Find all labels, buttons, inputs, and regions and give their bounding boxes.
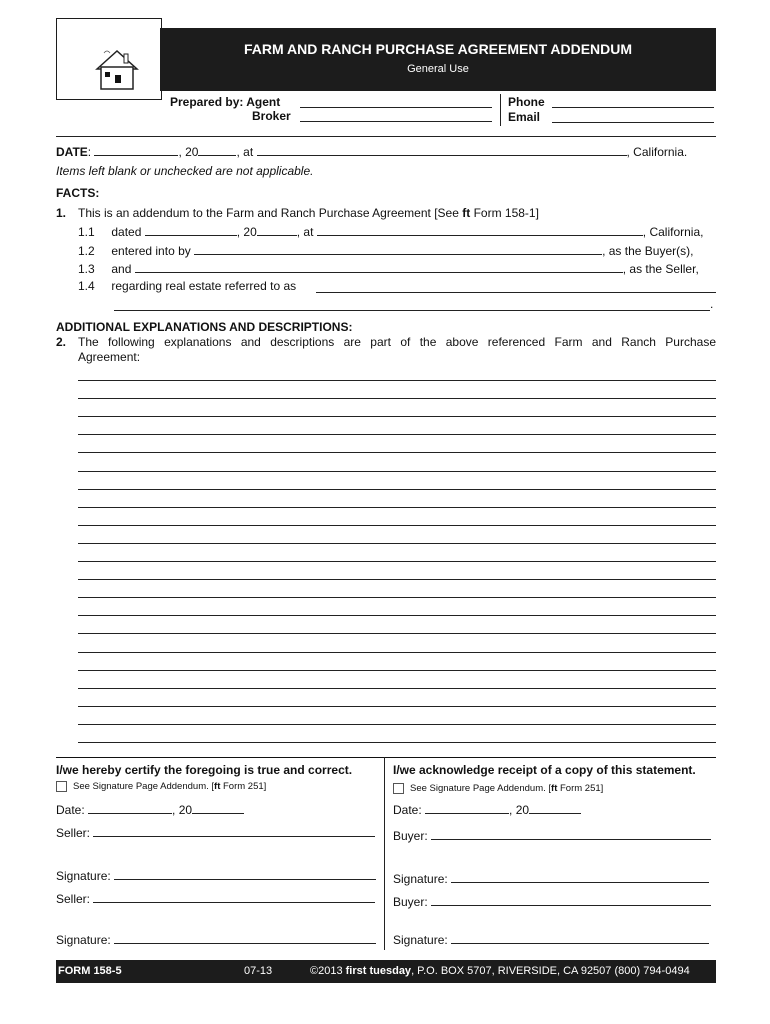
facts-heading: FACTS:	[56, 186, 100, 200]
broker-field[interactable]	[300, 121, 492, 122]
left-sign-heading: I/we hereby certify the foregoing is true and correct.	[56, 763, 353, 777]
buyer-1-signature-row: Signature:	[393, 871, 709, 886]
seller-2-field[interactable]	[93, 891, 375, 903]
seller-2-signature-field[interactable]	[114, 932, 376, 944]
phone-field[interactable]	[552, 107, 714, 108]
explanation-line[interactable]	[78, 398, 716, 399]
logo-box	[56, 18, 162, 100]
form-revision: 07-13	[244, 965, 273, 977]
left-year-field[interactable]	[192, 802, 244, 814]
additional-text-2: Agreement:	[78, 350, 141, 364]
right-sign-heading: I/we acknowledge receipt of a copy of this statement.	[393, 763, 696, 777]
dated-place-field[interactable]	[317, 224, 643, 236]
date-place-field[interactable]	[257, 144, 627, 156]
seller-1-signature-field[interactable]	[114, 868, 376, 880]
date-line: DATE: , 20 , at , California.	[56, 145, 688, 159]
header-bar	[160, 28, 716, 91]
left-checkbox-row: See Signature Page Addendum. [ft Form 251]	[56, 781, 266, 792]
facts-intro: This is an addendum to the Farm and Ranch Purchase Agreement [See ft Form 158-1]	[78, 206, 539, 220]
right-signature-page-checkbox[interactable]	[393, 783, 404, 794]
seller-2-row: Seller:	[56, 891, 375, 906]
explanation-line[interactable]	[78, 742, 716, 743]
explanation-line[interactable]	[78, 633, 716, 634]
property-field-2[interactable]	[114, 310, 710, 311]
header-divider	[500, 94, 501, 126]
dated-field[interactable]	[145, 224, 237, 236]
explanation-line[interactable]	[78, 507, 716, 508]
fact-1-3: 1.3 and , as the Seller,	[78, 262, 699, 276]
right-date-row: Date: , 20	[393, 802, 581, 817]
buyer-2-row: Buyer:	[393, 894, 711, 909]
fact-1-4: 1.4 regarding real estate referred to as	[78, 279, 297, 293]
additional-heading: ADDITIONAL EXPLANATIONS AND DESCRIPTIONS:	[56, 320, 353, 334]
date-field[interactable]	[94, 144, 178, 156]
phone-label: Phone	[508, 95, 545, 109]
form-title: FARM AND RANCH PURCHASE AGREEMENT ADDENDUM	[243, 41, 633, 57]
buyer-2-field[interactable]	[431, 894, 711, 906]
footer-bar	[56, 960, 716, 983]
seller-1-signature-row: Signature:	[56, 868, 376, 883]
right-date-field[interactable]	[425, 802, 509, 814]
additional-num: 2.	[56, 335, 67, 349]
form-number: FORM 158-5	[58, 965, 122, 977]
seller-1-field[interactable]	[93, 825, 375, 837]
left-signature-page-checkbox[interactable]	[56, 781, 67, 792]
explanation-line[interactable]	[78, 561, 716, 562]
seller-1-row: Seller:	[56, 825, 375, 840]
explanation-line[interactable]	[78, 543, 716, 544]
additional-text-1: The following explanations and descriptions are part of the above referenced Farm and Ranch Purchase	[78, 335, 716, 349]
email-field[interactable]	[552, 122, 714, 123]
explanation-line[interactable]	[78, 670, 716, 671]
buyer-2-signature-row: Signature:	[393, 932, 709, 947]
buyer-1-signature-field[interactable]	[451, 871, 709, 883]
explanation-line[interactable]	[78, 525, 716, 526]
date-label: DATE	[56, 145, 88, 159]
fact-1-1: 1.1 dated , 20 , at , California,	[78, 225, 704, 239]
fact-1-2: 1.2 entered into by , as the Buyer(s),	[78, 244, 694, 258]
explanation-line[interactable]	[78, 615, 716, 616]
explanation-line[interactable]	[78, 724, 716, 725]
dated-year-field[interactable]	[257, 224, 297, 236]
agent-field[interactable]	[300, 107, 492, 108]
explanation-line[interactable]	[78, 652, 716, 653]
form-subtitle: General Use	[407, 63, 469, 75]
buyer-field[interactable]	[194, 243, 602, 255]
explanation-line[interactable]	[78, 471, 716, 472]
blank-note: Items left blank or unchecked are not applicable.	[56, 164, 314, 178]
explanation-line[interactable]	[78, 489, 716, 490]
header-rule	[56, 136, 716, 137]
signature-top-rule	[56, 757, 716, 758]
explanation-line[interactable]	[78, 579, 716, 580]
house-icon	[57, 19, 161, 99]
left-date-field[interactable]	[88, 802, 172, 814]
explanation-line[interactable]	[78, 706, 716, 707]
footer-copyright: ©2013 first tuesday, P.O. BOX 5707, RIVERSIDE, CA 92507 (800) 794-0494	[310, 965, 690, 977]
right-checkbox-row: See Signature Page Addendum. [ft Form 251]	[393, 783, 603, 794]
facts-num: 1.	[56, 206, 67, 220]
prepared-by-label: Prepared by: Agent	[170, 95, 281, 109]
buyer-1-field[interactable]	[431, 828, 711, 840]
explanation-line[interactable]	[78, 597, 716, 598]
explanation-line[interactable]	[78, 452, 716, 453]
buyer-1-row: Buyer:	[393, 828, 711, 843]
seller-2-signature-row: Signature:	[56, 932, 376, 947]
property-period: .	[710, 297, 714, 311]
explanation-line[interactable]	[78, 380, 716, 381]
email-label: Email	[508, 110, 541, 124]
property-field-1[interactable]	[316, 292, 716, 293]
signature-divider	[384, 757, 385, 950]
date-year-field[interactable]	[198, 144, 236, 156]
explanation-line[interactable]	[78, 416, 716, 417]
broker-label: Broker	[252, 109, 291, 123]
seller-field[interactable]	[135, 261, 623, 273]
buyer-2-signature-field[interactable]	[451, 932, 709, 944]
explanation-line[interactable]	[78, 434, 716, 435]
explanation-line[interactable]	[78, 688, 716, 689]
left-date-row: Date: , 20	[56, 802, 244, 817]
right-year-field[interactable]	[529, 802, 581, 814]
